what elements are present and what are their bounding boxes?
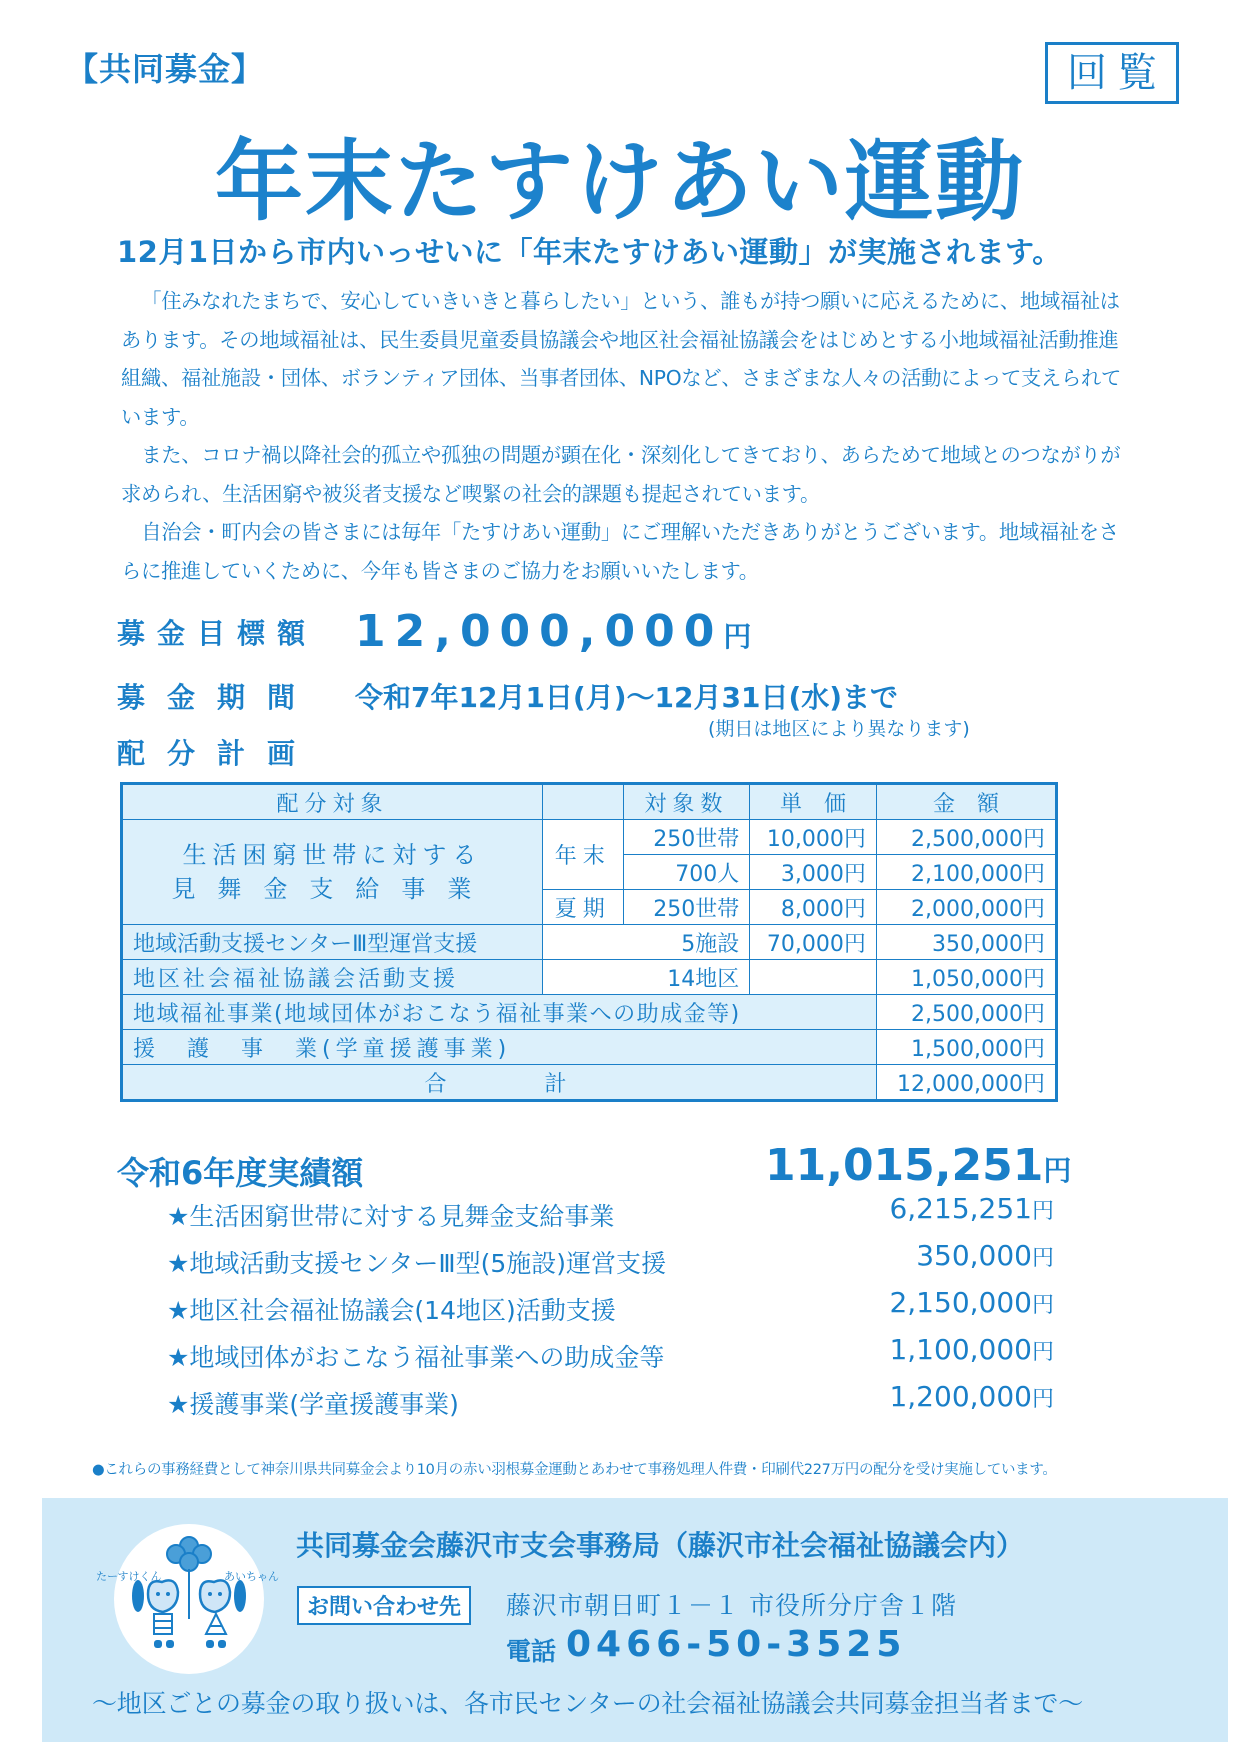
table-row bbox=[122, 820, 1057, 855]
header-count: 対象数 bbox=[623, 784, 750, 820]
closing-note: ～地区ごとの募金の取り扱いは、各市民センターの社会福祉協議会共同募金担当者まで～ bbox=[92, 1689, 1084, 1718]
organization-name: 共同募金会藤沢市支会事務局（藤沢市社会福祉協議会内） bbox=[296, 1529, 1025, 1562]
result-item-value: 2,150,000 bbox=[889, 1286, 1032, 1319]
unit-price-cell bbox=[750, 960, 877, 995]
address: 藤沢市朝日町１－１ 市役所分庁舎１階 bbox=[506, 1591, 957, 1620]
period-note: (期日は地区により異なります) bbox=[708, 718, 970, 740]
category-label: 【共同募金】 bbox=[66, 50, 265, 88]
amount-cell: 1,050,000円 bbox=[876, 960, 1056, 995]
mascot-illustration-icon bbox=[114, 1524, 264, 1674]
mascot-logo bbox=[114, 1524, 264, 1674]
result-item-label: ★援護事業(学童援護事業) bbox=[167, 1390, 459, 1419]
unit-price-cell: 8,000円 bbox=[750, 890, 877, 925]
expense-note: ●これらの事務経費として神奈川県共同募金会より10月の赤い羽根募金運動とあわせて事務処理人件費・印刷代227万円の配分を受け実施しています。 bbox=[92, 1462, 1057, 1478]
amount-cell: 2,500,000円 bbox=[876, 820, 1056, 855]
goal-amount bbox=[355, 606, 751, 657]
phone-label: 電話 bbox=[506, 1637, 557, 1666]
period-value: 令和7年12月1日(月)～12月31日(水)まで bbox=[355, 681, 899, 714]
table-row bbox=[122, 1030, 1057, 1065]
result-item-value: 1,100,000 bbox=[889, 1333, 1032, 1366]
amount-cell: 350,000円 bbox=[876, 925, 1056, 960]
result-item-label: ★地区社会福祉協議会(14地区)活動支援 bbox=[167, 1296, 616, 1325]
count-cell: 250世帯 bbox=[623, 890, 750, 925]
target-cell: 地域福祉事業(地域団体がおこなう福祉事業への助成金等) bbox=[122, 995, 877, 1030]
period-label: 募金期間 bbox=[117, 681, 318, 714]
header-amount: 金 額 bbox=[876, 784, 1056, 820]
total-label: 合 計 bbox=[122, 1065, 877, 1101]
allocation-table bbox=[120, 782, 1058, 1102]
unit-price-cell: 70,000円 bbox=[750, 925, 877, 960]
count-cell: 700人 bbox=[623, 855, 750, 890]
count-cell: 5施設 bbox=[542, 925, 749, 960]
results-total-value: 11,015,251 bbox=[765, 1140, 1044, 1191]
year-end-label: 年末 bbox=[542, 820, 623, 890]
intro-text bbox=[121, 282, 1121, 590]
count-cell: 250世帯 bbox=[623, 820, 750, 855]
table-total-row bbox=[122, 1065, 1057, 1101]
header-target: 配分対象 bbox=[122, 784, 543, 820]
allocation-label: 配分計画 bbox=[117, 737, 318, 770]
result-item-value: 350,000 bbox=[916, 1239, 1032, 1272]
hardship-label-line2: 見舞金支給事業 bbox=[171, 875, 494, 903]
results-total-unit: 円 bbox=[1043, 1154, 1072, 1187]
phone-number: 0466-50-3525 bbox=[566, 1624, 907, 1665]
amount-cell: 1,500,000円 bbox=[876, 1030, 1056, 1065]
intro-paragraph: 自治会・町内会の皆さまには毎年「たすけあい運動」にご理解いただきありがとうございます。地域福祉をさらに推進していくために、今年も皆さまのご協力をお願いいたします。 bbox=[121, 520, 1119, 583]
page-subtitle: 12月1日から市内いっせいに「年末たすけあい運動」が実施されます。 bbox=[117, 235, 1062, 269]
goal-amount-unit: 円 bbox=[723, 620, 752, 653]
result-item-value: 1,200,000 bbox=[889, 1380, 1032, 1413]
hardship-label-line1: 生活困窮世帯に対する bbox=[182, 841, 483, 869]
table-row bbox=[122, 960, 1057, 995]
unit-price-cell: 10,000円 bbox=[750, 820, 877, 855]
hardship-target bbox=[122, 820, 543, 925]
table-row bbox=[122, 925, 1057, 960]
results-title: 令和6年度実績額 bbox=[117, 1154, 364, 1192]
target-cell: 地域活動支援センターⅢ型運営支援 bbox=[122, 925, 543, 960]
summer-label: 夏期 bbox=[542, 890, 623, 925]
unit-price-cell: 3,000円 bbox=[750, 855, 877, 890]
result-item-label: ★生活困窮世帯に対する見舞金支給事業 bbox=[167, 1202, 615, 1231]
mascot-name-left: たーすけくん bbox=[96, 1570, 162, 1583]
result-item-unit: 円 bbox=[1031, 1199, 1054, 1224]
target-cell: 援 護 事 業(学童援護事業) bbox=[122, 1030, 877, 1065]
mascot-name-right: あいちゃん bbox=[224, 1570, 279, 1583]
result-item-unit: 円 bbox=[1031, 1293, 1054, 1318]
header-blank bbox=[542, 784, 623, 820]
table-header-row bbox=[122, 784, 1057, 820]
intro-paragraph: また、コロナ禍以降社会的孤立や孤独の問題が顕在化・深刻化してきており、あらためて地域とのつながりが求められ、生活困窮や被災者支援など喫緊の社会的課題も提起されています。 bbox=[121, 443, 1121, 506]
target-cell: 地区社会福祉協議会活動支援 bbox=[122, 960, 543, 995]
header-unit-price: 単 価 bbox=[750, 784, 877, 820]
intro-paragraph: 「住みなれたまちで、安心していきいきと暮らしたい」という、誰もが持つ願いに応えるために、地域福祉はあります。その地域福祉は、民生委員児童委員協議会や地区社会福祉協議会をはじめとする小地域福祉活動推進組織、福祉施設・団体、ボランティア団体、当事者団体、NPOなど、さまざまな人々の活動によって支えられています。 bbox=[121, 289, 1121, 429]
results-total bbox=[765, 1140, 1071, 1191]
result-item-amount bbox=[889, 1286, 1054, 1319]
result-item-amount bbox=[889, 1192, 1054, 1225]
total-amount: 12,000,000円 bbox=[876, 1065, 1056, 1101]
result-item-amount bbox=[889, 1380, 1054, 1413]
result-item-unit: 円 bbox=[1031, 1387, 1054, 1412]
table-row bbox=[122, 995, 1057, 1030]
circulation-stamp: 回覧 bbox=[1045, 42, 1179, 104]
result-item-amount bbox=[916, 1239, 1054, 1272]
result-item-unit: 円 bbox=[1031, 1340, 1054, 1365]
amount-cell: 2,000,000円 bbox=[876, 890, 1056, 925]
amount-cell: 2,100,000円 bbox=[876, 855, 1056, 890]
result-item-amount bbox=[889, 1333, 1054, 1366]
result-item-label: ★地域団体がおこなう福祉事業への助成金等 bbox=[167, 1343, 665, 1372]
page-title: 年末たすけあい運動 bbox=[214, 130, 1025, 233]
contact-label: お問い合わせ先 bbox=[297, 1586, 471, 1625]
goal-amount-value: 12,000,000 bbox=[355, 606, 724, 657]
result-item-label: ★地域活動支援センターⅢ型(5施設)運営支援 bbox=[167, 1249, 667, 1278]
result-item-value: 6,215,251 bbox=[889, 1192, 1032, 1225]
amount-cell: 2,500,000円 bbox=[876, 995, 1056, 1030]
result-item-unit: 円 bbox=[1031, 1246, 1054, 1271]
count-cell: 14地区 bbox=[542, 960, 749, 995]
goal-label: 募金目標額 bbox=[117, 617, 318, 650]
